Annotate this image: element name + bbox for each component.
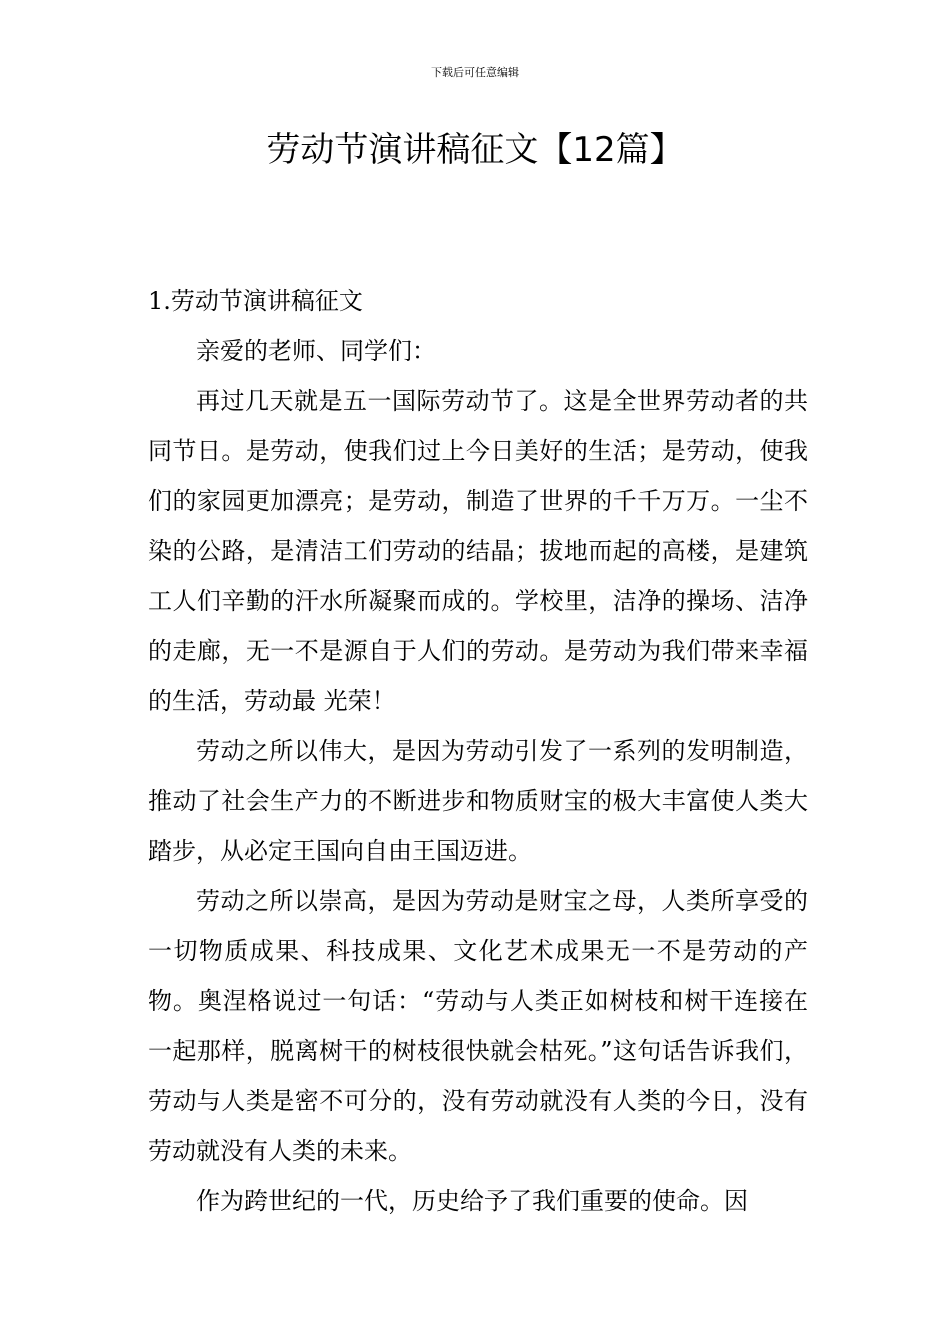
paragraph-salutation: 亲爱的老师、同学们： [196,337,436,365]
paragraph-3: 劳动之所以崇高，是因为劳动是财宝之母，人类所享受的一切物质成果、科技成果、文化艺术成果无一不是劳动的产物。奥涅格说过一句话：“劳动与人类正如树枝和树干连接在一起那样，脱离树干的树枝很快就会枯死。”这句话告诉我们，劳动与人类是密不可分的，没有劳动就没有人类的今日，没有劳动就没有人类的未来。 [148,887,808,1165]
section-heading: 1.劳动节演讲稿征文 [148,287,363,315]
paragraph-2: 劳动之所以伟大，是因为劳动引发了一系列的发明制造，推动了社会生产力的不断进步和物质财宝的极大丰富使人类大踏步，从必定王国向自由王国迈进。 [148,737,808,865]
page-header-note: 下载后可任意编辑 [431,66,519,79]
document-body [148,276,808,1226]
paragraph-1: 再过几天就是五一国际劳动节了。这是全世界劳动者的共同节日。是劳动，使我们过上今日美好的生活；是劳动，使我们的家园更加漂亮；是劳动，制造了世界的千千万万。一尘不染的公路，是清洁工们劳动的结晶；拔地而起的高楼，是建筑工人们辛勤的汗水所凝聚而成的。学校里，洁净的操场、洁净的走廊，无一不是源自于人们的劳动。是劳动为我们带来幸福的生活，劳动最 光荣！ [148,387,808,715]
document-title: 劳动节演讲稿征文【12篇】 [266,130,684,170]
paragraph-4: 作为跨世纪的一代，历史给予了我们重要的使命。因 [196,1187,748,1215]
